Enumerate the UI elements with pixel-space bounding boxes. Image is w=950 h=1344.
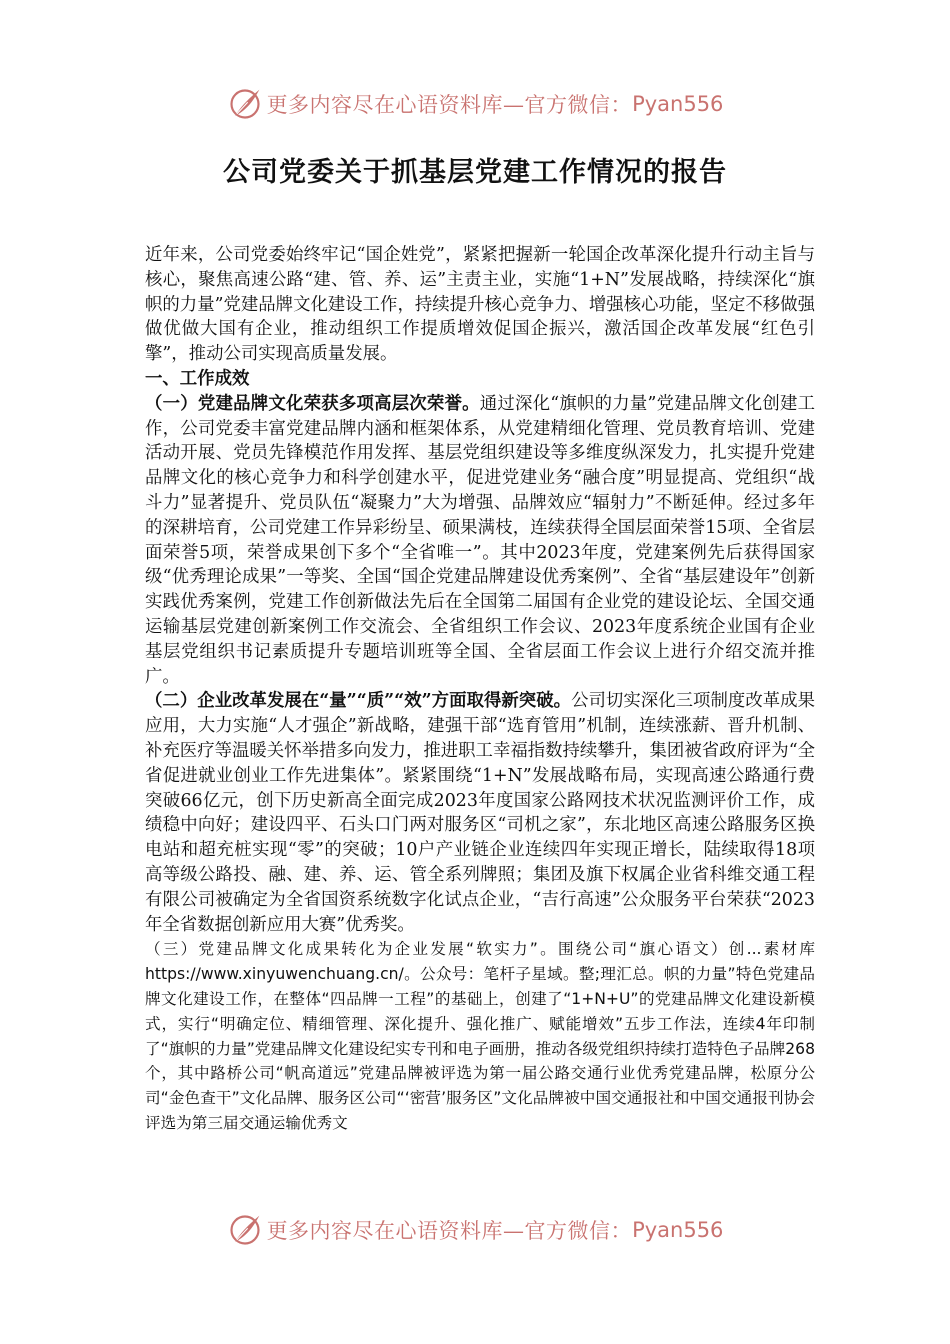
paragraph-1-lead: （一）党建品牌文化荣获多项高层次荣誉。 [145, 393, 480, 414]
section-heading-achievements: 一、工作成效 [145, 368, 250, 389]
paragraph-2-body: 公司切实深化三项制度改革成果应用，大力实施“人才强企”新战略，建强干部“选育管用”机制，连续涨薪、晋升机制、补充医疗等温暖关怀举措多向发力，推进职工幸福指数持续攀升，集团被省政府评为“全省促进就业创业工作先进集体”。紧紧围绕“1+N”发展战略布局，实现高速公路通行费突破66亿元，创下历史新高全面完成2023年度国家公路网技术状况监测评价工作，成绩稳中向好；建设四平、石头口门两对服务区“司机之家”，东北地区高速公路服务区换电站和超充桩实现“零”的突破；10户产业链企业连续四年实现正增长，陆续取得18项高等级公路投、融、建、养、运、管全系列牌照；集团及旗下权属企业省科维交通工程有限公司被确定为全省国资系统数字化试点企业，“吉行高速”公众服务平台荣获“2023年全省数据创新应用大赛”优秀奖。 [145, 691, 815, 935]
document-title: 公司党委关于抓基层党建工作情况的报告 [223, 157, 727, 188]
quill-logo-icon [227, 1212, 263, 1248]
paragraph-3 [145, 937, 815, 1135]
quill-logo-icon [227, 86, 263, 122]
intro-paragraph: 近年来，公司党委始终牢记“国企姓党”，紧紧把握新一轮国企改革深化提升行动主旨与核心，聚焦高速公路“建、管、养、运”主责主业，实施“1+N”发展战略，持续深化“旗帜的力量”党建品牌文化建设工作，持续提升核心竞争力、增强核心功能，坚定不移做强做优做大国有企业，推动组织工作提质增效促国企振兴，激活国企改革发展“红色引擎”，推动公司实现高质量发展。 [145, 245, 815, 365]
paragraph-3-lead: （三）党建品牌文化成果转化为企业发展“软实力”。 [145, 940, 558, 959]
paragraph-1-body: 通过深化“旗帜的力量”党建品牌文化创建工作，公司党委丰富党建品牌内涵和框架体系，从党建精细化管理、党员教育培训、党建活动开展、党员先锋模范作用发挥、基层党组织建设等多维度纵深发力，扎实提升党建品牌文化的核心竞争力和科学创建水平，促进党建业务“融合度”明显提高、党组织“战斗力”显著提升、党员队伍“凝聚力”大为增强、品牌效应“辐射力”不断延伸。经过多年的深耕培育，公司党建工作异彩纷呈、硕果满枝，连续获得全国层面荣誉15项、全省层面荣誉5项，荣誉成果创下多个“全省唯一”。其中2023年度，党建案例先后获得国家级“优秀理论成果”一等奖、全国“国企党建品牌建设优秀案例”、全省“基层建设年”创新实践优秀案例，党建工作创新做法先后在全国第二届国有企业党的建设论坛、全国交通运输基层党建创新案例工作交流会、全省组织工作会议、2023年度系统企业国有企业基层党组织书记素质提升专题培训班等全国、全省层面工作会议上进行介绍交流并推广。 [145, 393, 815, 687]
paragraph-2 [145, 689, 815, 937]
paragraph-1 [145, 392, 815, 690]
watermark-text: 更多内容尽在心语资料库—官方微信： [266, 1219, 633, 1243]
paragraph-2-lead: （二）企业改革发展在“量”“质”“效”方面取得新突破。 [145, 691, 572, 712]
header-watermark-banner [0, 82, 950, 126]
footer-watermark-banner [0, 1208, 950, 1252]
watermark-wechat-id: Pyan556 [632, 1218, 724, 1242]
document-body [145, 243, 815, 1136]
paragraph-3-body: 围绕公司“旗心语文）创...素材库https://www.xinyuwenchuang.cn/。公众号：笔杆子星域。整;理汇总。帜的力量”特色党建品牌文化建设工作，在整体“四品牌一工程”的基础上，创建了“1+N+U”的党建品牌文化建设新模式，实行“明确定位、精细管理、深化提升、强化推广、赋能增效”五步工作法，连续4年印制了“旗帜的力量”党建品牌文化建设纪实专刊和电子画册，推动各级党组织持续打造特色子品牌268个，其中路桥公司“帆高道远”党建品牌被评选为第一届公路交通行业优秀党建品牌，松原分公司“金色查干”文化品牌、服务区公司“‘密营’服务区”文化品牌被中国交通报社和中国交通报刊协会评选为第三届交通运输优秀文 [145, 940, 815, 1132]
watermark-wechat-id: Pyan556 [632, 92, 724, 116]
watermark-text: 更多内容尽在心语资料库—官方微信： [266, 93, 633, 117]
